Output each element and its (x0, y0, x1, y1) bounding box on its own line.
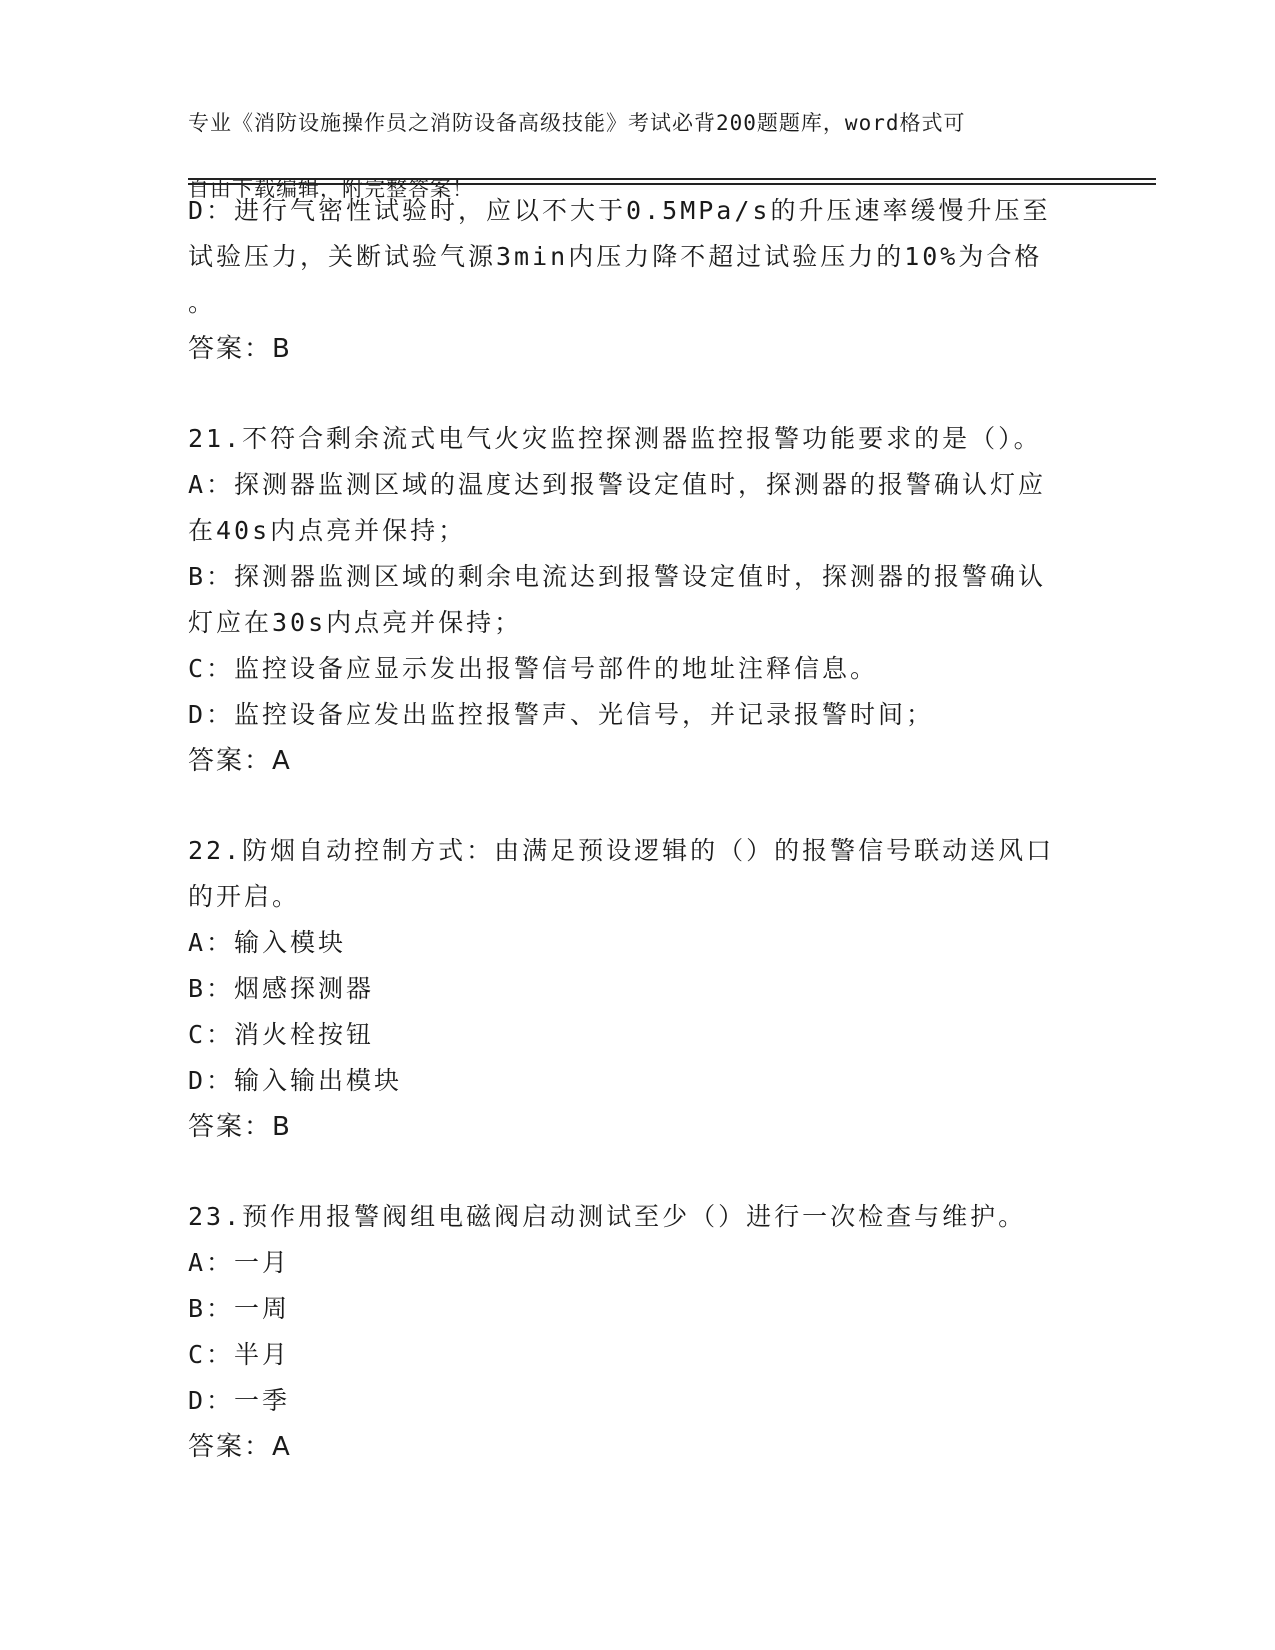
question-stem: 23.预作用报警阀组电磁阀启动测试至少（）进行一次检查与维护。 (188, 1202, 1027, 1231)
question-22 (188, 828, 1088, 1150)
answer-label: 答案：B (188, 1112, 292, 1142)
option-d-line-3: 。 (188, 288, 217, 317)
option-d: D：监控设备应发出监控报警声、光信号，并记录报警时间； (188, 700, 935, 729)
option-b: B：烟感探测器 (188, 974, 375, 1003)
header-divider-top (188, 178, 1156, 180)
spacer (188, 1150, 1088, 1194)
spacer (188, 784, 1088, 828)
option-a: A：输入模块 (188, 928, 347, 957)
option-a-line-1: A：探测器监测区域的温度达到报警设定值时，探测器的报警确认灯应 (188, 470, 1047, 499)
question-stem-line-2: 的开启。 (188, 882, 301, 911)
header-title-line-2: 自由下载编辑，附完整答案！ (188, 177, 474, 201)
option-d: D：一季 (188, 1386, 291, 1415)
option-a: A：一月 (188, 1248, 291, 1277)
option-b: B：一周 (188, 1294, 291, 1323)
option-c: C：半月 (188, 1340, 291, 1369)
answer-label: 答案：B (188, 334, 292, 364)
question-content (188, 188, 1088, 1470)
option-d: D：输入输出模块 (188, 1066, 403, 1095)
question-21 (188, 416, 1088, 784)
question-stem-line-1: 22.防烟自动控制方式：由满足预设逻辑的（）的报警信号联动送风口 (188, 836, 1055, 865)
option-a-line-2: 在40s内点亮并保持； (188, 516, 467, 545)
header-divider-bottom (188, 183, 1156, 185)
option-b-line-1: B：探测器监测区域的剩余电流达到报警设定值时，探测器的报警确认 (188, 562, 1047, 591)
previous-question-tail (188, 188, 1088, 372)
option-c: C：监控设备应显示发出报警信号部件的地址注释信息。 (188, 654, 879, 683)
header-title-line-1: 专业《消防设施操作员之消防设备高级技能》考试必背200题题库，word格式可 (188, 111, 966, 135)
question-stem: 21.不符合剩余流式电气火灾监控探测器监控报警功能要求的是（）。 (188, 424, 1042, 453)
spacer (188, 372, 1088, 416)
option-c: C：消火栓按钮 (188, 1020, 375, 1049)
answer-label: 答案：A (188, 1432, 292, 1462)
option-b-line-2: 灯应在30s内点亮并保持； (188, 608, 523, 637)
option-d-line-1: D：进行气密性试验时，应以不大于0.5MPa/s的升压速率缓慢升压至 (188, 196, 1051, 225)
option-d-line-2: 试验压力，关断试验气源3min内压力降不超过试验压力的10%为合格 (188, 242, 1043, 271)
question-23 (188, 1194, 1088, 1470)
answer-label: 答案：A (188, 746, 292, 776)
